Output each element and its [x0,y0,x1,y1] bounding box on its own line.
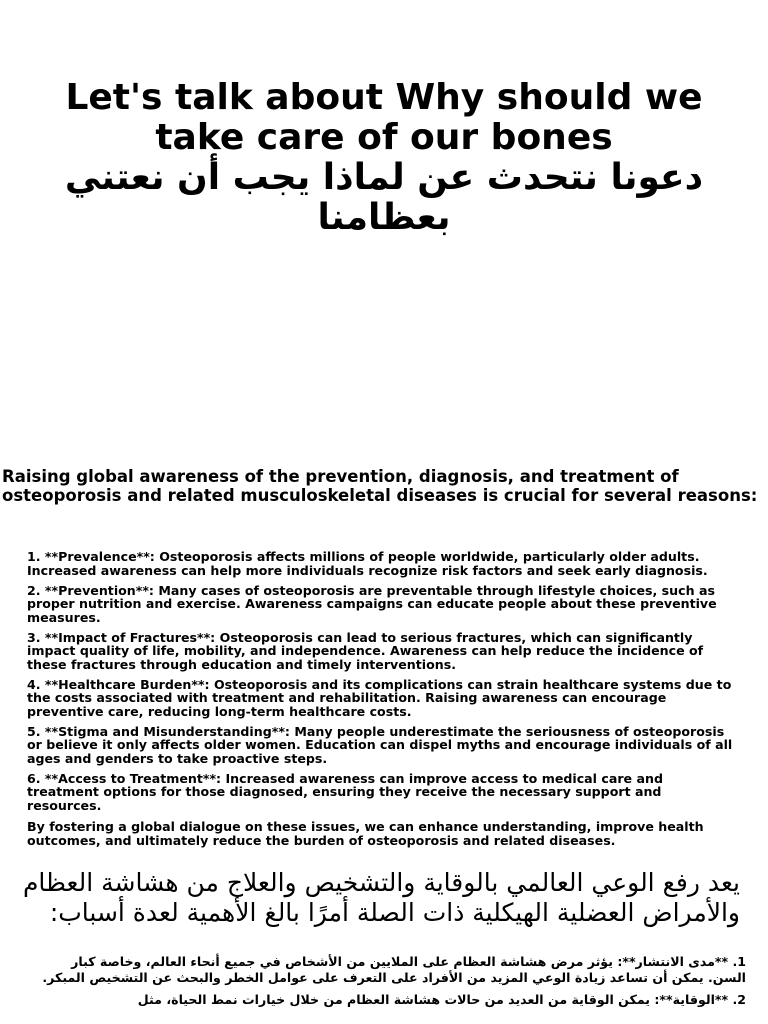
intro-paragraph-english: Raising global awareness of the prevention, diagnosis, and treatment of osteoporosis and related musculoskeletal diseases is crucial for several reasons: [2,467,758,505]
list-item: 5. **Stigma and Misunderstanding**: Many people underestimate the seriousness of osteoporosis or believe it only affects older women. Education can dispel myths and encourage individuals of all ages and genders to take proactive steps. [27,723,733,766]
page-title [60,78,708,238]
list-item: 2. **Prevention**: Many cases of osteoporosis are preventable through lifestyle choices, such as proper nutrition and exercise. Awareness campaigns can educate people about these preventive measures. [27,582,717,625]
list-item: 1. **مدى الانتشار**: يؤثر مرض هشاشة العظام على الملايين من الأشخاص في جميع أنحاء العالم، وخاصة كبار السن. يمكن أن تساعد زيادة الوعي المزيد من الأفراد على التعرف على عوامل الخطر والبحث عن التشخيص المبكر. [42,954,746,985]
list-item: 2. **الوقاية**: يمكن الوقاية من العديد من حالات هشاشة العظام من خلال خيارات نمط الحياة، مثل [137,992,746,1007]
title-arabic: دعونا نتحدث عن لماذا يجب أن نعتني بعظامنا [64,157,704,238]
closing-paragraph-english: By fostering a global dialogue on these issues, we can enhance understanding, improve health outcomes, and ultimately reduce the burden of osteoporosis and related diseases. [27,819,704,848]
intro-paragraph-arabic: يعد رفع الوعي العالمي بالوقاية والتشخيص والعلاج من هشاشة العظام والأمراض العضلية الهيكلية ذات الصلة أمرًا بالغ الأهمية لعدة أسباب: [22,868,740,927]
list-item: 1. **Prevalence**: Osteoporosis affects millions of people worldwide, particularly older adults. Increased awareness can help more individuals recognize risk factors and seek early diagnosis. [27,549,708,578]
list-item: 4. **Healthcare Burden**: Osteoporosis and its complications can strain healthcare systems due to the costs associated with treatment and rehabilitation. Raising awareness can encourage preventive care, reducing long-term healthcare costs. [27,676,732,719]
reasons-list-english [27,550,739,819]
title-english: Let's talk about Why should we take care of our bones [65,77,703,158]
reasons-list-arabic [30,954,746,1014]
list-item: 3. **Impact of Fractures**: Osteoporosis can lead to serious fractures, which can significantly impact quality of life, mobility, and independence. Awareness can help reduce the incidence of these fractures through education and timely interventions. [27,629,704,672]
list-item: 6. **Access to Treatment**: Increased awareness can improve access to medical care and treatment options for those diagnosed, ensuring they receive the necessary support and resources. [27,770,663,813]
